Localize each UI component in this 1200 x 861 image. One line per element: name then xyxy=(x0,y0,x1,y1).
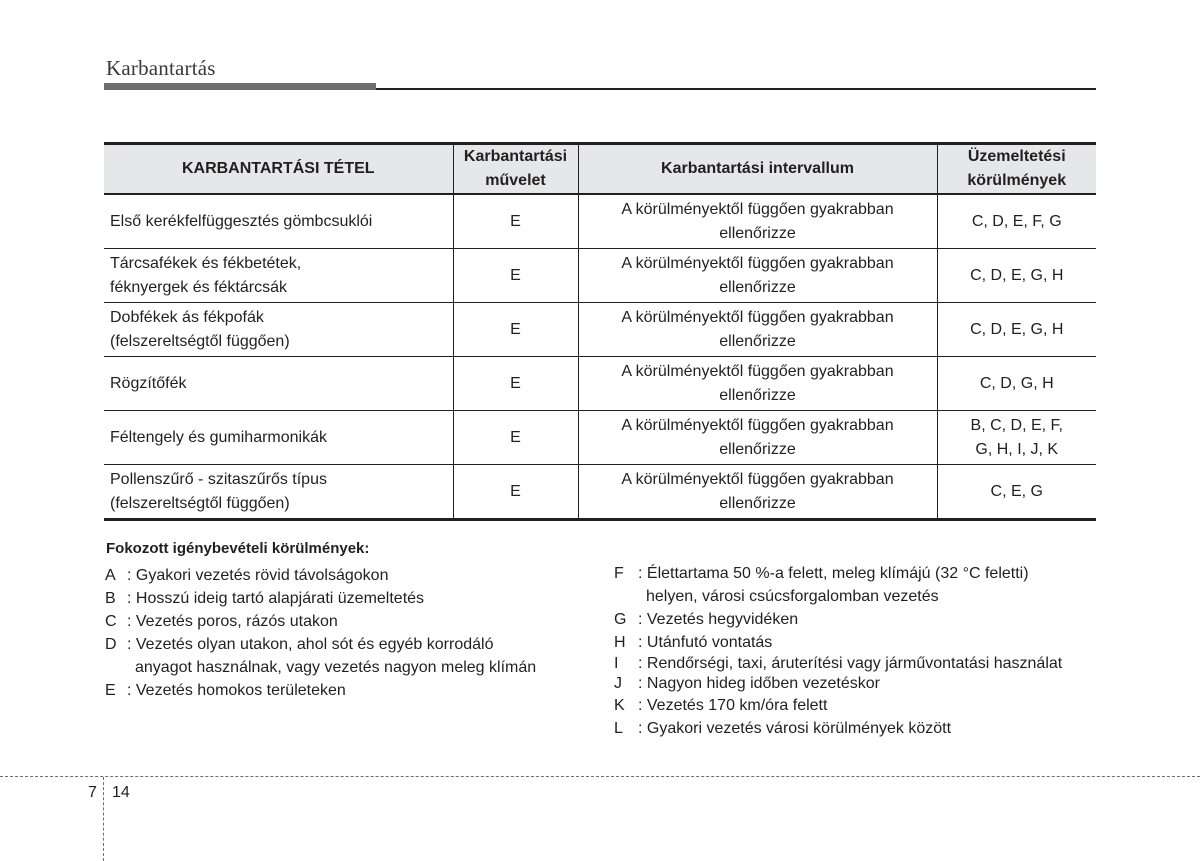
table-row xyxy=(104,303,1096,357)
cell-interval: A körülményektől függően gyakrabban ellenőrizze xyxy=(578,303,937,357)
legend-text: : Gyakori vezetés rövid távolságokon xyxy=(127,567,389,584)
legend-key: J xyxy=(614,675,622,692)
column-header-interval: Karbantartási intervallum xyxy=(578,144,937,195)
column-header-operation: Karbantartási művelet xyxy=(453,144,578,195)
table-row xyxy=(104,249,1096,303)
legend-entry-continuation xyxy=(614,585,1062,608)
cell-item: Tárcsafékek és fékbetétek, féknyergek és féktárcsák xyxy=(104,249,453,303)
conditions-legend-title: Fokozott igénybevételi körülmények: xyxy=(106,540,370,557)
column-header-item: KARBANTARTÁSI TÉTEL xyxy=(104,144,453,195)
cell-interval: A körülményektől függően gyakrabban ellenőrizze xyxy=(578,465,937,520)
cell-item: Pollenszűrő - szitaszűrős típus (felszereltségtől függően) xyxy=(104,465,453,520)
section-title: Karbantartás xyxy=(106,56,216,80)
cell-interval: A körülményektől függően gyakrabban ellenőrizze xyxy=(578,357,937,411)
legend-entry xyxy=(105,610,536,633)
legend-key: H xyxy=(614,634,626,651)
table-row xyxy=(104,411,1096,465)
cell-conditions: C, D, E, G, H xyxy=(937,249,1096,303)
cell-conditions: B, C, D, E, F, G, H, I, J, K xyxy=(937,411,1096,465)
page-number: 14 xyxy=(112,784,130,801)
cell-conditions: C, D, E, G, H xyxy=(937,303,1096,357)
legend-text: : Vezetés 170 km/óra felett xyxy=(638,697,828,714)
title-underline-thin xyxy=(376,88,1096,90)
legend-key: L xyxy=(614,720,623,737)
cell-item: Dobfékek ás fékpofák (felszereltségtől függően) xyxy=(104,303,453,357)
table-row xyxy=(104,465,1096,520)
title-underline-thick xyxy=(104,83,376,90)
legend-text: : Vezetés homokos területeken xyxy=(127,682,346,699)
cell-conditions: C, D, G, H xyxy=(937,357,1096,411)
legend-key xyxy=(105,656,127,679)
legend-key: A xyxy=(105,567,116,584)
legend-key: B xyxy=(105,590,116,607)
footer-divider xyxy=(0,776,1200,777)
legend-entry xyxy=(614,562,1062,585)
legend-text: : Utánfutó vontatás xyxy=(638,634,773,651)
table-row xyxy=(104,357,1096,411)
legend-key: I xyxy=(614,655,619,672)
cell-item: Rögzítőfék xyxy=(104,357,453,411)
table-header-row xyxy=(104,144,1096,195)
legend-entry xyxy=(105,564,536,587)
column-header-conditions: Üzemeltetési körülmények xyxy=(937,144,1096,195)
legend-key xyxy=(614,585,638,608)
maintenance-table xyxy=(104,142,1096,521)
conditions-legend-left xyxy=(105,564,536,702)
legend-entry xyxy=(105,587,536,610)
cell-conditions: C, D, E, F, G xyxy=(937,194,1096,249)
cell-interval: A körülményektől függően gyakrabban ellenőrizze xyxy=(578,194,937,249)
legend-key: C xyxy=(105,613,117,630)
table-row xyxy=(104,194,1096,249)
legend-entry xyxy=(614,608,1062,631)
legend-key: F xyxy=(614,565,624,582)
legend-text: : Vezetés poros, rázós utakon xyxy=(127,613,338,630)
cell-item: Első kerékfelfüggesztés gömbcsuklói xyxy=(104,194,453,249)
cell-item: Féltengely és gumiharmonikák xyxy=(104,411,453,465)
legend-entry xyxy=(614,694,1062,717)
chapter-number: 7 xyxy=(88,784,97,801)
legend-entry xyxy=(105,679,536,702)
legend-text: : Gyakori vezetés városi körülmények között xyxy=(638,720,952,737)
legend-entry xyxy=(105,633,536,656)
legend-text: : Élettartama 50 %-a felett, meleg klímájú (32 °C feletti) xyxy=(638,565,1029,582)
legend-key: E xyxy=(105,682,116,699)
legend-key: D xyxy=(105,636,117,653)
cell-operation: E xyxy=(453,465,578,520)
legend-text: anyagot használnak, vagy vezetés nagyon meleg klímán xyxy=(135,659,537,676)
cell-interval: A körülményektől függően gyakrabban ellenőrizze xyxy=(578,249,937,303)
legend-text: : Vezetés hegyvidéken xyxy=(638,611,799,628)
legend-text: : Nagyon hideg időben vezetéskor xyxy=(638,675,880,692)
footer-vertical-divider xyxy=(103,777,104,861)
legend-key: K xyxy=(614,697,625,714)
legend-text: : Rendőrségi, taxi, áruterítési vagy járművontatási használat xyxy=(638,655,1063,672)
legend-text: helyen, városi csúcsforgalomban vezetés xyxy=(646,588,939,605)
legend-entry xyxy=(614,631,1062,654)
legend-text: : Hosszú ideig tartó alapjárati üzemeltetés xyxy=(127,590,425,607)
cell-operation: E xyxy=(453,411,578,465)
conditions-legend-right xyxy=(614,562,1062,740)
cell-operation: E xyxy=(453,194,578,249)
legend-entry xyxy=(614,654,1062,674)
legend-text: : Vezetés olyan utakon, ahol sót és egyéb korrodáló xyxy=(127,636,494,653)
cell-operation: E xyxy=(453,249,578,303)
cell-interval: A körülményektől függően gyakrabban ellenőrizze xyxy=(578,411,937,465)
legend-entry-continuation xyxy=(105,656,536,679)
cell-operation: E xyxy=(453,303,578,357)
cell-conditions: C, E, G xyxy=(937,465,1096,520)
legend-entry xyxy=(614,717,1062,740)
cell-operation: E xyxy=(453,357,578,411)
legend-entry xyxy=(614,674,1062,694)
legend-key: G xyxy=(614,611,627,628)
